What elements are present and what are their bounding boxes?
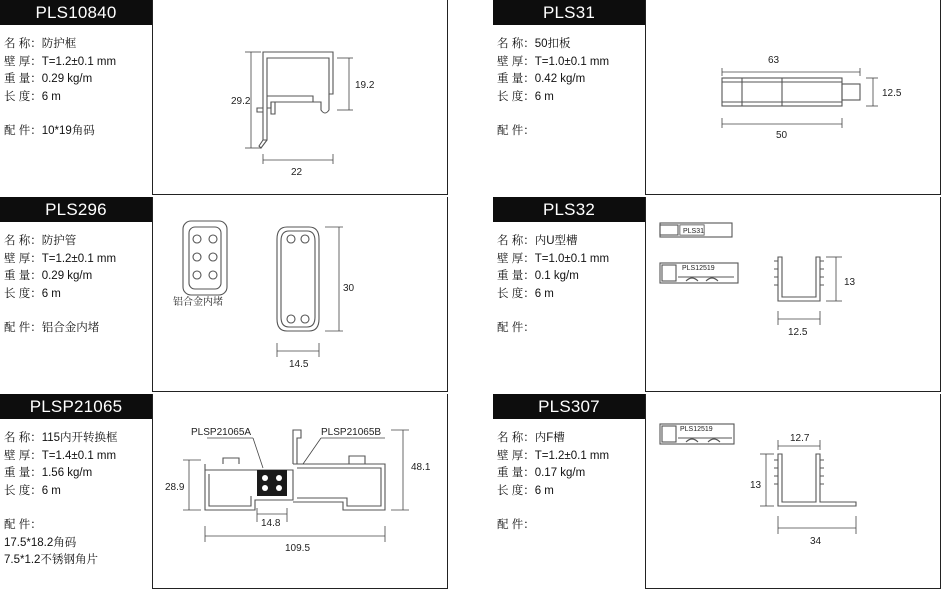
tag-label: PLS31 [683, 228, 705, 235]
spec-list [4, 430, 118, 570]
spec-list [497, 430, 609, 535]
product-code: PLSP21065 [0, 394, 152, 419]
spec-thickness: 壁 厚：T=1.0±0.1 mm [497, 55, 610, 68]
product-code: PLS10840 [0, 0, 152, 25]
spec-thickness: 壁 厚：T=1.2±0.1 mm [497, 449, 610, 462]
dim-label: 12.5 [788, 327, 808, 338]
divider [152, 194, 448, 195]
dim-label: 19.2 [355, 80, 375, 91]
spec-name: 名 称：防护框 [4, 38, 77, 50]
profile-drawing [153, 0, 447, 194]
divider [447, 394, 448, 589]
divider [645, 391, 941, 392]
profile-drawing [646, 197, 940, 391]
dim-label: 13 [844, 277, 856, 288]
spec-weight: 重 量：0.29 kg/m [4, 73, 93, 85]
dim-label: 48.1 [411, 462, 431, 473]
product-code: PLS307 [493, 394, 645, 419]
spec-list [497, 36, 609, 141]
product-card-pls296 [0, 197, 448, 392]
spec-name: 名 称：内U型槽 [497, 235, 578, 247]
dim-label: 13 [750, 480, 762, 491]
product-code: PLS31 [493, 0, 645, 25]
spec-thickness: 壁 厚：T=1.0±0.1 mm [497, 252, 610, 265]
spec-weight: 重 量：0.29 kg/m [4, 270, 93, 282]
spec-name: 名 称：防护管 [4, 235, 77, 247]
product-card-pls10840 [0, 0, 448, 195]
dim-label: 29.2 [231, 96, 251, 107]
divider [152, 588, 448, 589]
spec-accessory-item: 7.5*1.2不锈钢角片 [4, 554, 98, 566]
spec-list [497, 233, 609, 338]
dim-label: 30 [343, 283, 355, 294]
dim-label: 22 [291, 167, 303, 178]
spec-weight: 重 量：0.1 kg/m [497, 270, 579, 282]
spec-accessories-label: 配 件： [4, 519, 42, 531]
spec-weight: 重 量：1.56 kg/m [4, 467, 93, 479]
profile-drawing [153, 394, 447, 588]
spec-list [4, 36, 116, 141]
tag-label: PLSP21065A [191, 427, 252, 438]
dim-label: 14.5 [289, 359, 309, 370]
product-code: PLS296 [0, 197, 152, 222]
spec-weight: 重 量：0.17 kg/m [497, 467, 586, 479]
spec-thickness: 壁 厚：T=1.2±0.1 mm [4, 55, 117, 68]
spec-accessories: 配 件：10*19角码 [4, 125, 95, 137]
dim-label: 34 [810, 536, 822, 547]
spec-list [4, 233, 116, 338]
dim-label: 109.5 [285, 543, 311, 554]
divider [645, 588, 941, 589]
spec-name: 名 称：内F槽 [497, 432, 565, 444]
spec-length: 长 度：6 m [497, 287, 554, 300]
spec-thickness: 壁 厚：T=1.4±0.1 mm [4, 449, 117, 462]
spec-length: 长 度：6 m [497, 90, 554, 103]
product-card-plsp21065 [0, 394, 448, 589]
spec-name: 名 称：50扣板 [497, 38, 571, 50]
profile-drawing [153, 197, 447, 391]
spec-accessory-item: 17.5*18.2角码 [4, 536, 77, 549]
spec-accessories: 配 件： [497, 125, 535, 137]
dim-label: 50 [776, 130, 788, 141]
product-card-pls307 [493, 394, 941, 589]
profile-drawing [646, 0, 940, 194]
caption-inner-plug: 铝合金内堵 [173, 297, 223, 308]
tag-label: PLS12519 [680, 426, 713, 433]
product-code: PLS32 [493, 197, 645, 222]
spec-length: 长 度：6 m [4, 287, 61, 300]
spec-length: 长 度：6 m [497, 484, 554, 497]
profile-drawing [646, 394, 940, 588]
dim-label: 12.5 [882, 88, 902, 99]
spec-name: 名 称：115内开转换框 [4, 432, 118, 444]
spec-weight: 重 量：0.42 kg/m [497, 73, 586, 85]
spec-length: 长 度：6 m [4, 90, 61, 103]
spec-accessories: 配 件： [497, 519, 535, 531]
spec-accessories: 配 件： [497, 322, 535, 334]
dim-label: 14.8 [261, 518, 281, 529]
tag-label: PLS12519 [682, 265, 715, 272]
product-card-pls31 [493, 0, 941, 195]
divider [152, 391, 448, 392]
divider [447, 197, 448, 392]
spec-thickness: 壁 厚：T=1.2±0.1 mm [4, 252, 117, 265]
spec-length: 长 度：6 m [4, 484, 61, 497]
dim-label: 12.7 [790, 433, 810, 444]
spec-accessories: 配 件：铝合金内堵 [4, 322, 100, 334]
product-card-pls32 [493, 197, 941, 392]
dim-label: 28.9 [165, 482, 185, 493]
divider [447, 0, 448, 195]
tag-label: PLSP21065B [321, 427, 382, 438]
dim-label: 63 [768, 55, 780, 66]
divider [645, 194, 941, 195]
